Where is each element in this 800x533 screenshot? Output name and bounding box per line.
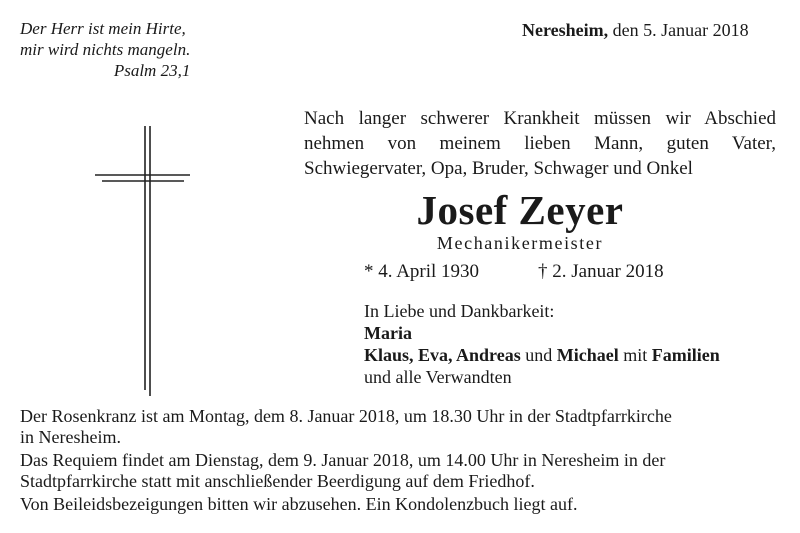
mourners-heading: In Liebe und Dankbarkeit: [364,301,555,321]
rosary-line-1: Der Rosenkranz ist am Montag, dem 8. Januar 2018, um 18.30 Uhr in der Stadtpfarrkirche [20,406,672,426]
psalm-reference: Psalm 23,1 [113,61,191,80]
mourner-wife: Maria [364,323,412,343]
mourner-families: Familien [651,345,720,365]
mourners-block [364,300,720,388]
birth-date: * 4. April 1930 [364,261,480,282]
condolence-note: Von Beileidsbezeigungen bitten wir abzusehen. Ein Kondolenzbuch liegt auf. [20,494,578,514]
intro-text: Nach langer schwerer Krankheit müssen wir Abschied nehmen von meinem lieben Mann, guten Vater, Schwiegervater, Opa, Bruder, Schwager und Onkel [304,108,776,179]
dateline [522,20,749,41]
dateline-date: den 5. Januar 2018 [612,20,749,40]
requiem-line-1: Das Requiem findet am Dienstag, dem 9. Januar 2018, um 14.00 Uhr in Neresheim in der [20,450,666,470]
mourner-und: und [525,345,553,365]
cross-icon [93,126,193,426]
psalm-line-2: mir wird nichts mangeln. [20,40,191,59]
mourner-children-a: Klaus, Eva, Andreas [364,345,521,365]
mourner-relatives: und alle Verwandten [364,367,512,387]
mourner-children-line [364,344,720,366]
requiem-line-2: Stadtpfarrkirche statt mit anschließender Beerdigung auf dem Friedhof. [20,471,535,491]
mourner-children-b: Michael [556,345,619,365]
mourner-mit: mit [623,345,648,365]
psalm-quote [20,18,190,81]
dateline-place: Neresheim, [522,20,609,40]
psalm-line-1: Der Herr ist mein Hirte, [20,19,186,38]
deceased-name: Josef Zeyer [416,187,624,233]
death-date: † 2. Januar 2018 [538,261,664,282]
rosary-line-2: in Neresheim. [20,427,121,447]
service-details [20,406,672,515]
deceased-profession: Mechanikermeister [436,233,604,253]
